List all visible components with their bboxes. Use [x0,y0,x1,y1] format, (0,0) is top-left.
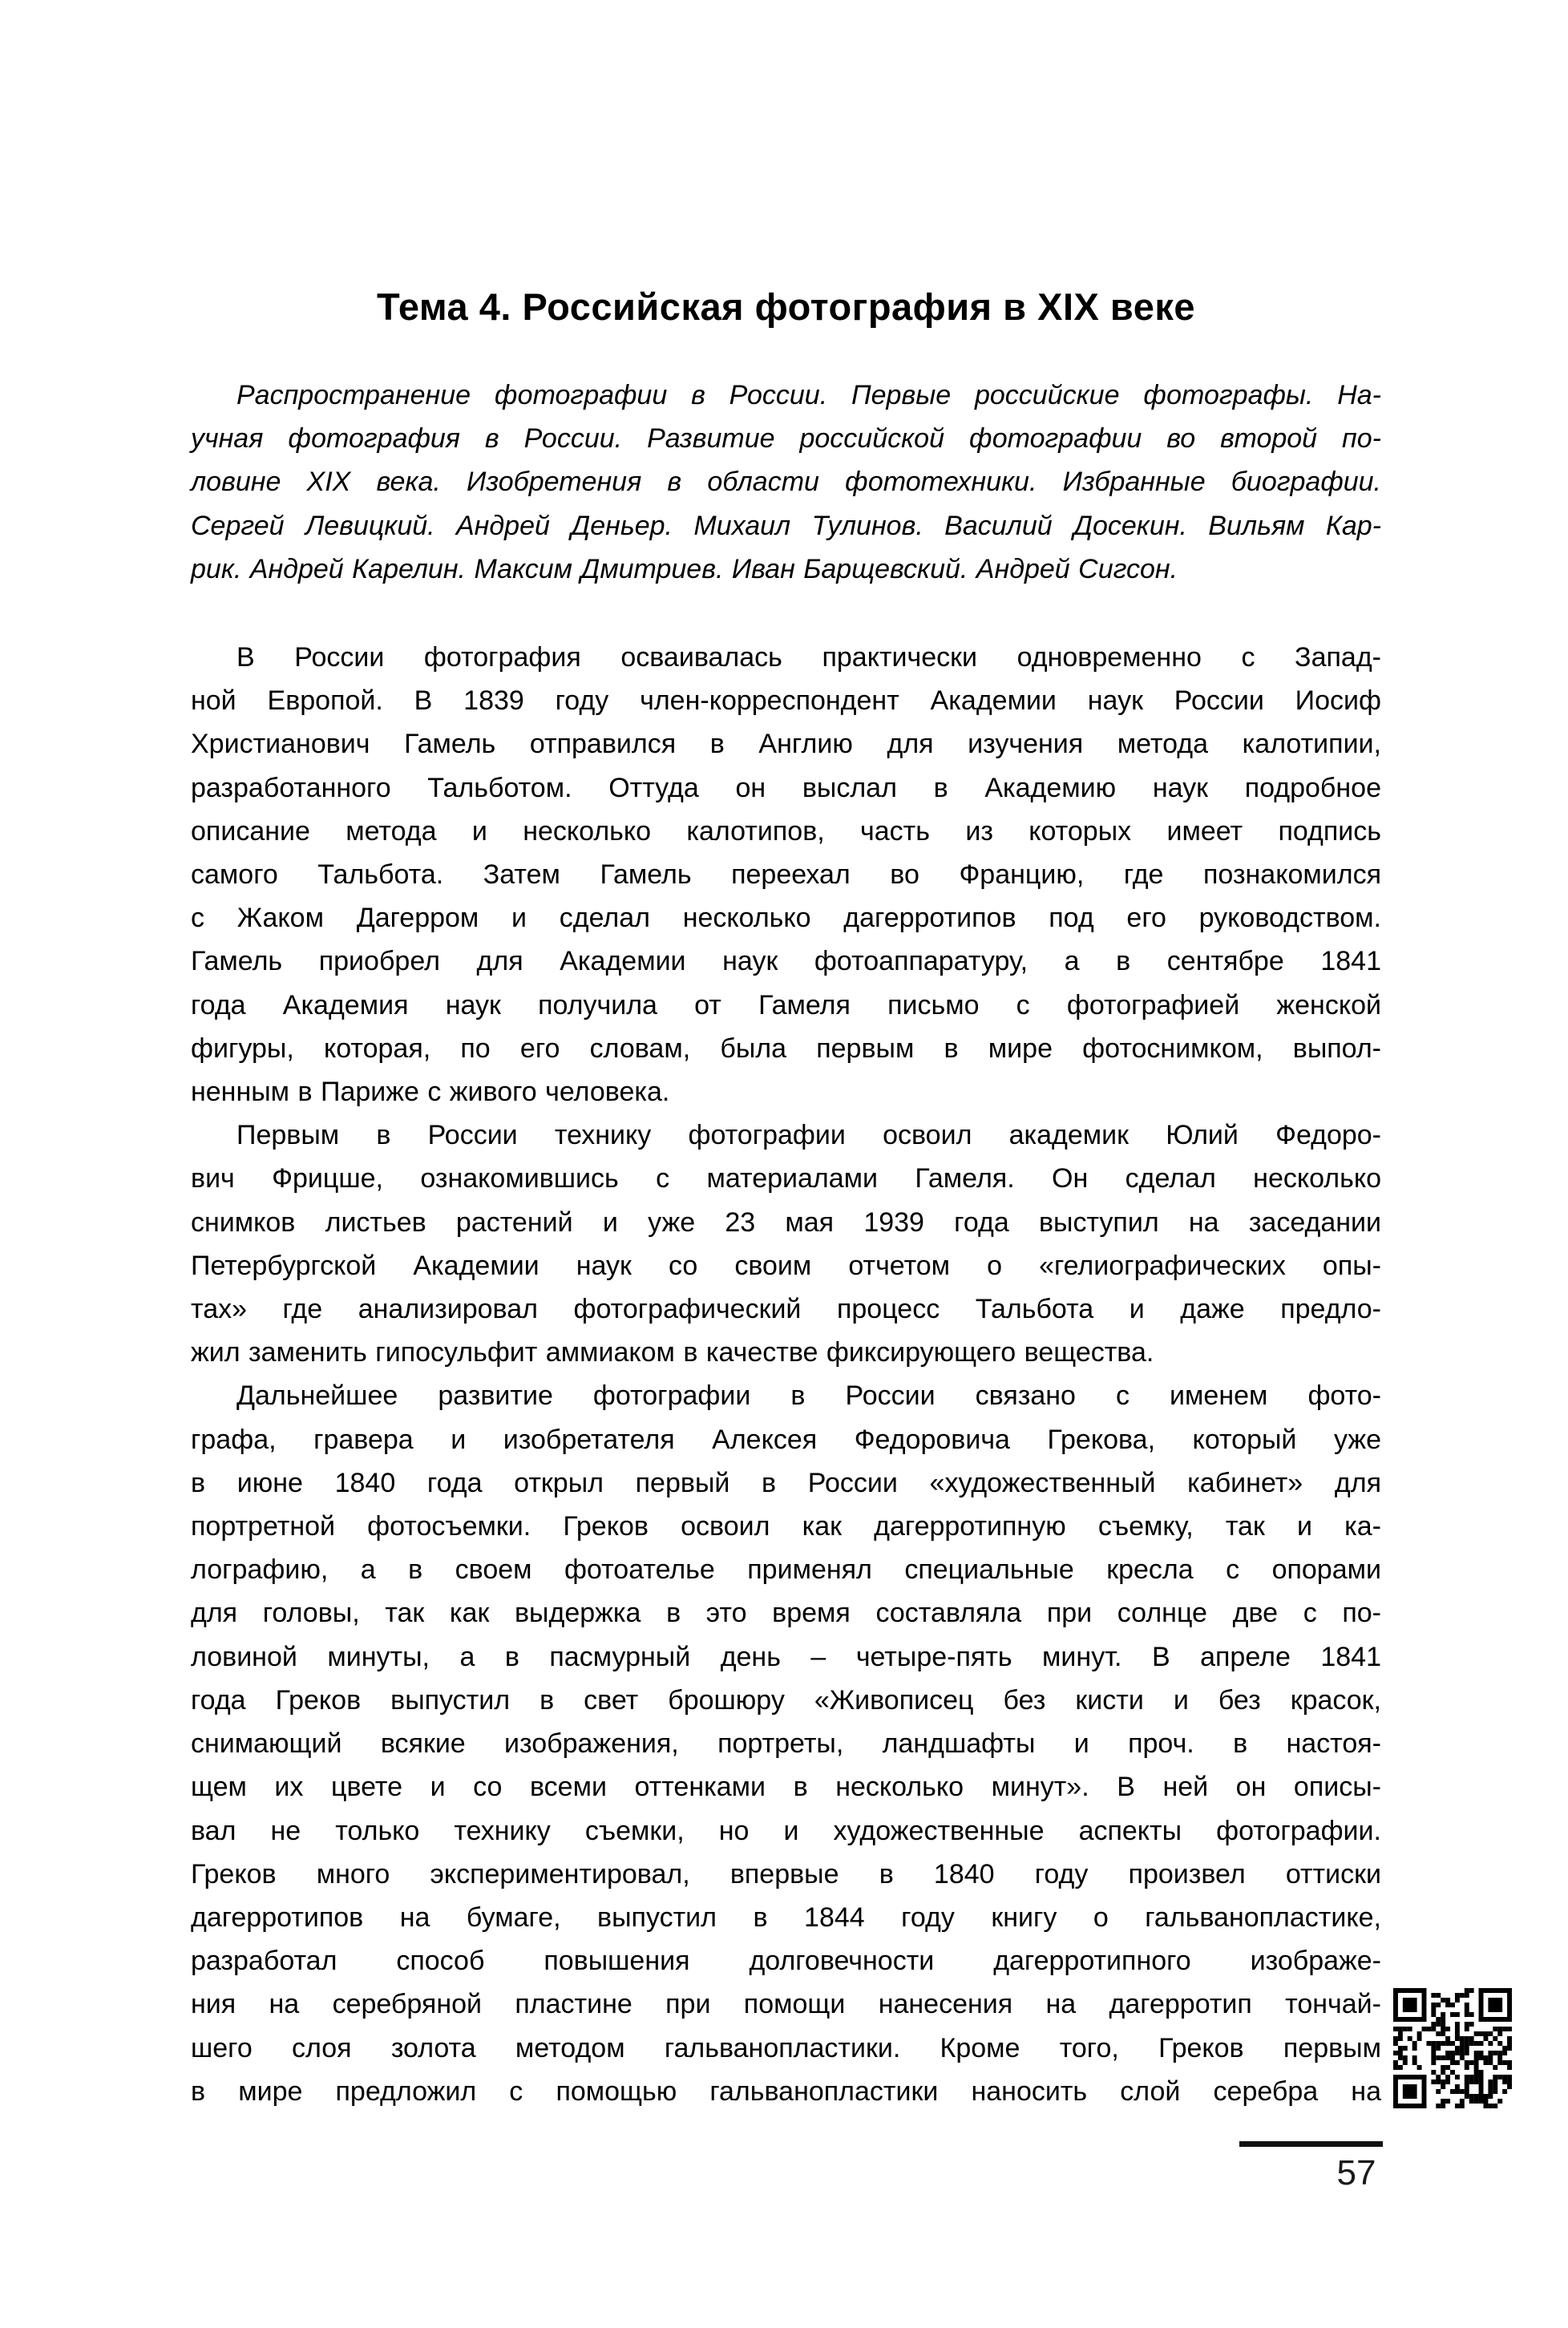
text-line: графа, гравера и изобретателя Алексея Федоровича Грекова, который уже [191,1424,1381,1455]
text-line: разработанного Тальботом. Оттуда он выслал в Академию наук подробное [191,772,1381,803]
text-line: разработал способ повышения долговечности дагерротипного изображе- [191,1946,1381,1977]
body-paragraph [191,1374,1381,2112]
text-line: вич Фрицше, ознакомившись с материалами Гамеля. Он сделал несколько [191,1163,1381,1194]
text-line: ловиной минуты, а в пасмурный день – четыре-пять минут. В апреле 1841 [191,1641,1381,1672]
text-line: вал не только технику съемки, но и художественные аспекты фотографии. [191,1815,1381,1846]
text-line: шего слоя золота методом гальванопластики. Кроме того, Греков первым [191,2032,1381,2063]
text-line: рик. Андрей Карелин. Максим Дмитриев. Иван Барщевский. Андрей Сигсон. [191,553,1178,584]
page-number: 57 [1336,2153,1376,2193]
qr-code-icon [1393,1988,1512,2108]
body-paragraph [191,1113,1381,1374]
text-line: в мире предложил с помощью гальванопластики наносить слой серебра на [191,2075,1381,2107]
text-line: самого Тальбота. Затем Гамель переехал во Францию, где познакомился [191,859,1381,891]
text-line: для головы, так как выдержка в это время составляла при солнце две с по- [191,1598,1381,1629]
text-line: фигуры, которая, по его словам, была первым в мире фотоснимком, выпол- [191,1033,1381,1064]
text-line: В России фотография осваивалась практически одновременно с Запад- [236,642,1381,673]
text-line: тах» где анализировал фотографический процесс Тальбота и даже предло- [191,1294,1381,1325]
text-line: Гамель приобрел для Академии наук фотоаппаратуру, а в сентябре 1841 [191,946,1381,977]
text-line: года Академия наук получила от Гамеля письмо с фотографией женской [191,989,1381,1021]
text-line: учная фотография в России. Развитие российской фотографии во второй по- [191,423,1381,455]
text-line: Распространение фотографии в России. Первые российские фотографы. На- [236,380,1381,410]
body-paragraph [191,636,1381,1113]
text-line: Греков много экспериментировал, впервые в 1840 году произвел оттиски [191,1858,1381,1889]
text-block [191,374,1381,2113]
text-line: ненным в Париже с живого человека. [191,1077,670,1108]
text-line: ловине XIX века. Изобретения в области фототехники. Избранные биографии. [191,467,1381,498]
text-line: описание метода и несколько калотипов, часть из которых имеет подпись [191,815,1381,847]
footer-separator-line [1239,2141,1383,2147]
text-line: жил заменить гипосульфит аммиаком в качестве фиксирующего вещества. [191,1337,1154,1368]
text-line: ной Европой. В 1839 году член-корреспондент Академии наук России Иосиф [191,685,1381,717]
abstract-paragraph [191,374,1381,591]
body-paragraphs [191,636,1381,2113]
text-line: с Жаком Дагерром и сделал несколько дагерротипов под его руководством. [191,903,1381,934]
text-line: Христианович Гамель отправился в Англию для изучения метода калотипии, [191,729,1381,760]
text-line: Дальнейшее развитие фотографии в России связано с именем фото- [236,1380,1381,1412]
text-line: Сергей Левицкий. Андрей Деньер. Михаил Тулинов. Василий Досекин. Вильям Кар- [191,510,1381,541]
text-line: года Греков выпустил в свет брошюру «Живописец без кисти и без красок, [191,1684,1381,1716]
text-line: лографию, а в своем фотоателье применял специальные кресла с опорами [191,1554,1381,1586]
text-line: в июне 1840 года открыл первый в России «художественный кабинет» для [191,1467,1381,1498]
text-line: портретной фотосъемки. Греков освоил как дагерротипную съемку, так и ка- [191,1511,1381,1542]
text-line: Петербургской Академии наук со своим отчетом о «гелиографических опы- [191,1250,1381,1281]
text-line: снимков листьев растений и уже 23 мая 1939 года выступил на заседании [191,1206,1381,1238]
text-line: дагерротипов на бумаге, выпустил в 1844 году книгу о гальванопластике, [191,1902,1381,1933]
text-line: Первым в России технику фотографии освоил академик Юлий Федоро- [236,1120,1381,1151]
text-line: щем их цвете и со всеми оттенками в несколько минут». В ней он описы- [191,1772,1381,1803]
text-line: снимающий всякие изображения, портреты, ландшафты и проч. в настоя- [191,1728,1381,1760]
text-line: ния на серебряной пластине при помощи нанесения на дагерротип тончай- [191,1989,1381,2020]
page-title: Тема 4. Российская фотография в XIX веке [376,285,1196,328]
